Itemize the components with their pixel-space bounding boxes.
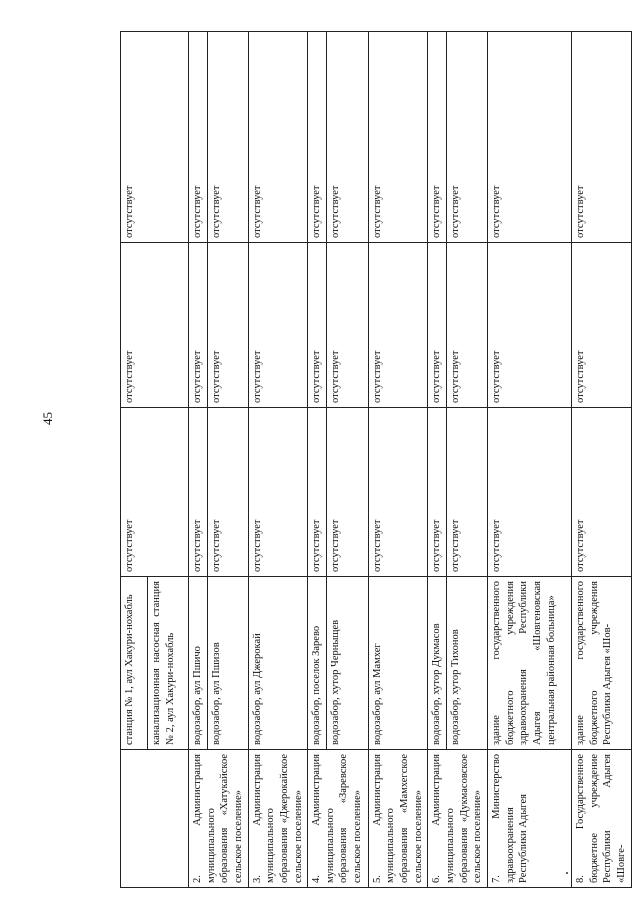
object-cell: водозабор, поселок Зарево xyxy=(308,577,327,750)
value-cell: отсутствует xyxy=(308,408,327,577)
org-cell: 7. Министерство здравоохранения Республики Адыгея xyxy=(488,750,572,888)
value-cell: отсутствует xyxy=(308,32,327,243)
org-cell: 6. Администрация муниципального образования «Дукмасовское сельское поселение» xyxy=(428,750,488,888)
value-cell: отсутствует xyxy=(572,32,632,243)
object-cell: водозабор, хутор Тихонов xyxy=(447,577,488,750)
value-cell: отсутствует xyxy=(207,32,248,243)
value-cell: отсутствует xyxy=(308,243,327,408)
rotated-table-container xyxy=(120,32,627,888)
value-cell: отсутствует xyxy=(248,32,308,243)
value-cell: отсутствует xyxy=(326,243,368,408)
data-table xyxy=(120,31,632,888)
value-cell: отсутствует xyxy=(368,408,428,577)
value-cell: отсутствует xyxy=(189,243,208,408)
table-row xyxy=(488,32,572,888)
value-cell: отсутствует xyxy=(121,408,189,577)
object-cell: водозабор, аул Мамхег xyxy=(368,577,428,750)
object-cell: здание государственного бюджетного учреждения Республики Адыгея «Шов- xyxy=(572,577,632,750)
org-cell: 8. Государственное бюджетное учреждение Республики Адыгея «Шовге- xyxy=(572,750,632,888)
table-row xyxy=(121,32,148,888)
value-cell: отсутствует xyxy=(447,243,488,408)
org-cell: 2. Администрация муниципального образования «Хатукайское сельское поселение» xyxy=(189,750,249,888)
org-cell xyxy=(121,750,189,888)
value-cell: отсутствует xyxy=(572,408,632,577)
table-row xyxy=(189,32,208,888)
value-cell: отсутствует xyxy=(368,243,428,408)
value-cell: отсутствует xyxy=(572,243,632,408)
object-cell: здание государственного бюджетного учреждения здравоохранения Республики Адыгея «Шовгеновская центральная районная больница» xyxy=(488,577,572,750)
value-cell: отсутствует xyxy=(326,408,368,577)
value-cell: отсутствует xyxy=(207,243,248,408)
value-cell: отсутствует xyxy=(447,408,488,577)
value-cell: отсутствует xyxy=(121,243,189,408)
page-number: 45 xyxy=(40,412,55,425)
value-cell: отсутствует xyxy=(189,408,208,577)
value-cell: отсутствует xyxy=(207,408,248,577)
value-cell: отсутствует xyxy=(428,32,447,243)
object-cell: водозабор, аул Джерокай xyxy=(248,577,308,750)
object-cell: водозабор, хутор Черныщев xyxy=(326,577,368,750)
value-cell: отсутствует xyxy=(368,32,428,243)
org-cell: 3. Администрация муниципального образования «Джерокайское сельское поселение» xyxy=(248,750,308,888)
object-cell: водозабор, аул Пшизов xyxy=(207,577,248,750)
object-cell: водозабор, хутор Дукмасов xyxy=(428,577,447,750)
org-cell: 5. Администрация муниципального образования «Мамхегское сельское поселение» xyxy=(368,750,428,888)
object-cell: канализационная насосная станция № 2, аул Хакури-нохабль xyxy=(148,577,189,750)
value-cell: отсутствует xyxy=(121,32,189,243)
value-cell: отсутствует xyxy=(428,408,447,577)
table-row xyxy=(248,32,308,888)
table-row xyxy=(572,32,632,888)
value-cell: отсутствует xyxy=(488,408,572,577)
table-row xyxy=(308,32,327,888)
value-cell: отсутствует xyxy=(447,32,488,243)
scan-speck xyxy=(566,872,568,874)
table-row xyxy=(368,32,428,888)
value-cell: отсутствует xyxy=(189,32,208,243)
value-cell: отсутствует xyxy=(326,32,368,243)
value-cell: отсутствует xyxy=(488,32,572,243)
object-cell: станция № 1, аул Хакури-нохабль xyxy=(121,577,148,750)
value-cell: отсутствует xyxy=(488,243,572,408)
value-cell: отсутствует xyxy=(428,243,447,408)
value-cell: отсутствует xyxy=(248,243,308,408)
org-cell: 4. Администрация муниципального образования «Заревское сельское поселение» xyxy=(308,750,369,888)
table-row xyxy=(428,32,447,888)
object-cell: водозабор, аул Пшичо xyxy=(189,577,208,750)
value-cell: отсутствует xyxy=(248,408,308,577)
